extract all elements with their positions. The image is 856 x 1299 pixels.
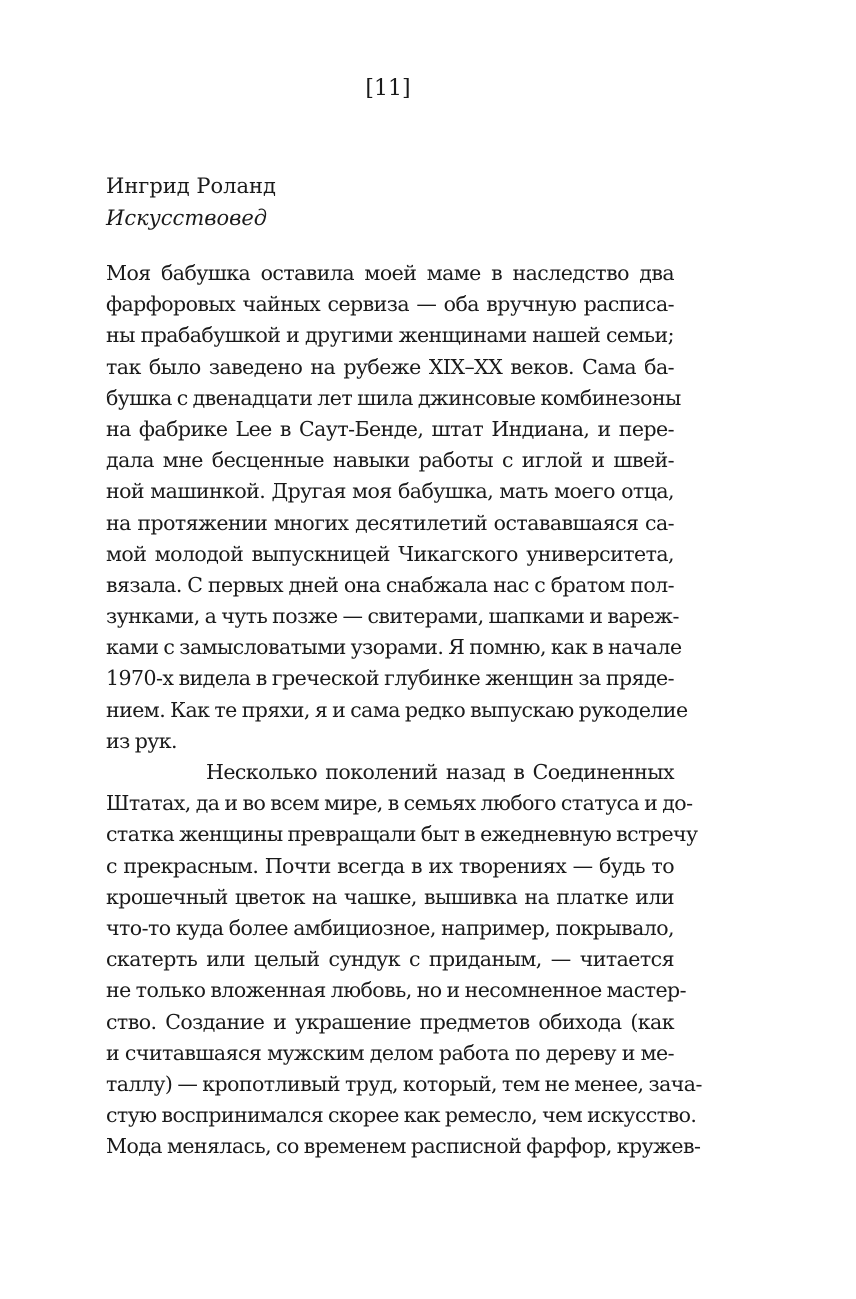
text-line: так было заведено на рубеже XIX–XX веков. Сама ба- [106, 354, 674, 379]
author-role: Искусствовед [106, 206, 268, 230]
paragraph-1 [106, 258, 688, 757]
text-line: Штатах, да и во всем мире, в семьях любого статуса и до- [106, 791, 693, 816]
text-line: на протяжении многих десятилетий остававшаяся са- [106, 510, 674, 535]
text-line: Несколько поколений назад в Соединенных [206, 760, 674, 784]
author-block [106, 170, 706, 234]
text-line: вязала. С первых дней она снабжала нас с братом пол- [106, 572, 674, 597]
text-line: и считавшаяся мужским делом работа по дереву и ме- [106, 1040, 674, 1065]
text-line: с прекрасным. Почти всегда в их творениях — будь то [106, 853, 674, 878]
text-line: Мода менялась, со временем расписной фарфор, кружев- [106, 1134, 701, 1159]
text-line: статка женщины превращали быт в ежедневную встречу [106, 822, 698, 847]
text-line: на фабрике Lee в Саут-Бенде, штат Индиана, и пере- [106, 416, 674, 441]
text-line: таллу) — кропотливый труд, который, тем не менее, зача- [106, 1071, 702, 1096]
text-line: нием. Как те пряхи, я и сама редко выпускаю рукоделие [106, 697, 688, 722]
text-line: зунками, а чуть позже — свитерами, шапками и вареж- [106, 604, 679, 629]
text-line: крошечный цветок на чашке, вышивка на платке или [106, 884, 674, 909]
text-line: Моя бабушка оставила моей маме в наследство два [106, 261, 674, 285]
text-line: ство. Создание и украшение предметов обихода (как [106, 1009, 674, 1034]
text-line: мой молодой выпускницей Чикагского университета, [106, 541, 674, 566]
text-line: бушка с двенадцати лет шила джинсовые комбинезоны [106, 385, 681, 410]
text-line: дала мне бесценные навыки работы с иглой и швей- [106, 448, 674, 473]
page-number: [11] [365, 76, 411, 101]
text-line: скатерть или целый сундук с приданым, — читается [106, 947, 674, 972]
text-line: что-то куда более амбициозное, например, покрывало, [106, 915, 674, 940]
text-line: не только вложенная любовь, но и несомненное мастер- [106, 978, 686, 1003]
text-line: из рук. [106, 728, 178, 753]
text-line: 1970-х видела в греческой глубинке женщин за пряде- [106, 666, 674, 691]
text-line: ной машинкой. Другая моя бабушка, мать моего отца, [106, 479, 674, 504]
paragraph-2 [106, 757, 702, 1162]
text-line: ками с замысловатыми узорами. Я помню, как в начале [106, 635, 682, 660]
body-text [106, 258, 702, 1162]
text-line: фарфоровых чайных сервиза — оба вручную расписа- [106, 292, 674, 317]
author-name: Ингрид Роланд [106, 174, 276, 198]
text-line: стую воспринимался скорее как ремесло, чем искусство. [106, 1103, 697, 1128]
text-line: ны прабабушкой и другими женщинами нашей семьи; [106, 323, 674, 348]
